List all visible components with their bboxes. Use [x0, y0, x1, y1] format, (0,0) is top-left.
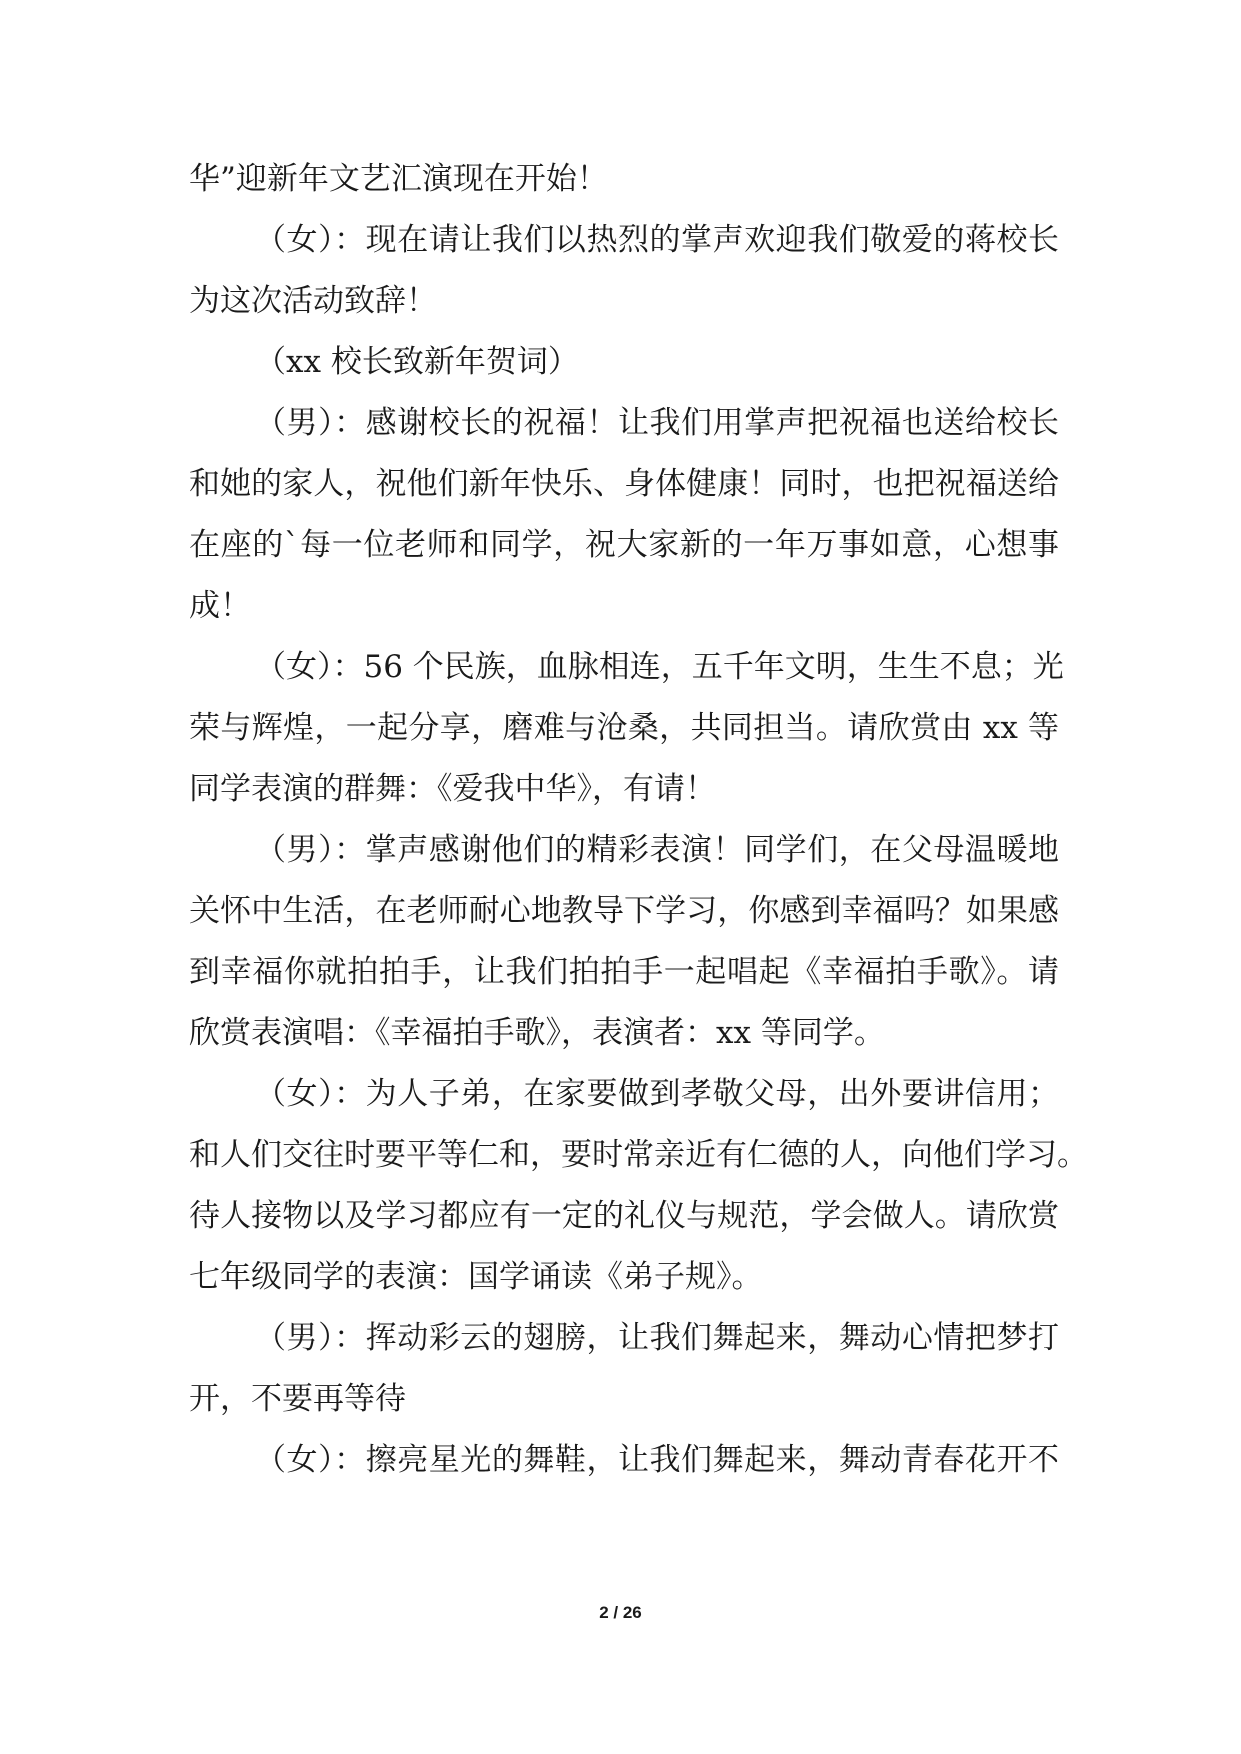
text-line: 为这次活动致辞！ [189, 283, 437, 319]
text-line: （女）：现在请让我们以热烈的掌声欢迎我们敬爱的蒋校长 [255, 222, 1059, 258]
text-line: 和她的家人，祝他们新年快乐、身体健康！同时，也把祝福送给 [189, 466, 1059, 502]
text-line: （男）：感谢校长的祝福！让我们用掌声把祝福也送给校长 [255, 405, 1059, 441]
text-line: 成！ [189, 588, 251, 624]
text-line: （女）：为人子弟，在家要做到孝敬父母，出外要讲信用； [255, 1076, 1059, 1112]
body-text [189, 149, 1088, 1491]
text-line: 关怀中生活，在老师耐心地教导下学习，你感到幸福吗？如果感 [189, 893, 1059, 929]
text-line: 开，不要再等待 [189, 1381, 406, 1417]
text-line: （男）：掌声感谢他们的精彩表演！同学们，在父母温暖地 [255, 832, 1059, 868]
text-line: 荣与辉煌，一起分享，磨难与沧桑，共同担当。请欣赏由 xx 等 [189, 710, 1059, 746]
text-line: （xx 校长致新年贺词） [255, 344, 579, 380]
text-line: 到幸福你就拍拍手，让我们拍拍手一起唱起《幸福拍手歌》。请 [189, 954, 1059, 990]
text-line: 同学表演的群舞：《爱我中华》，有请！ [189, 771, 716, 807]
text-line: 和人们交往时要平等仁和，要时常亲近有仁德的人，向他们学习。 [189, 1137, 1088, 1173]
text-line: （男）：挥动彩云的翅膀，让我们舞起来，舞动心情把梦打 [255, 1320, 1059, 1356]
text-line: 待人接物以及学习都应有一定的礼仪与规范，学会做人。请欣赏 [189, 1198, 1059, 1234]
text-line: （女）：擦亮星光的舞鞋，让我们舞起来，舞动青春花开不 [255, 1442, 1059, 1478]
page-number: 2 / 26 [599, 1603, 642, 1622]
text-line: 欣赏表演唱：《幸福拍手歌》，表演者：xx 等同学。 [189, 1015, 885, 1051]
text-line: （女）：56 个民族，血脉相连，五千年文明，生生不息；光 [255, 649, 1064, 685]
text-line: 七年级同学的表演：国学诵读《弟子规》。 [189, 1259, 763, 1295]
text-line: 在座的`每一位老师和同学，祝大家新的一年万事如意，心想事 [189, 527, 1059, 563]
text-line: 华”迎新年文艺汇演现在开始！ [189, 161, 608, 197]
